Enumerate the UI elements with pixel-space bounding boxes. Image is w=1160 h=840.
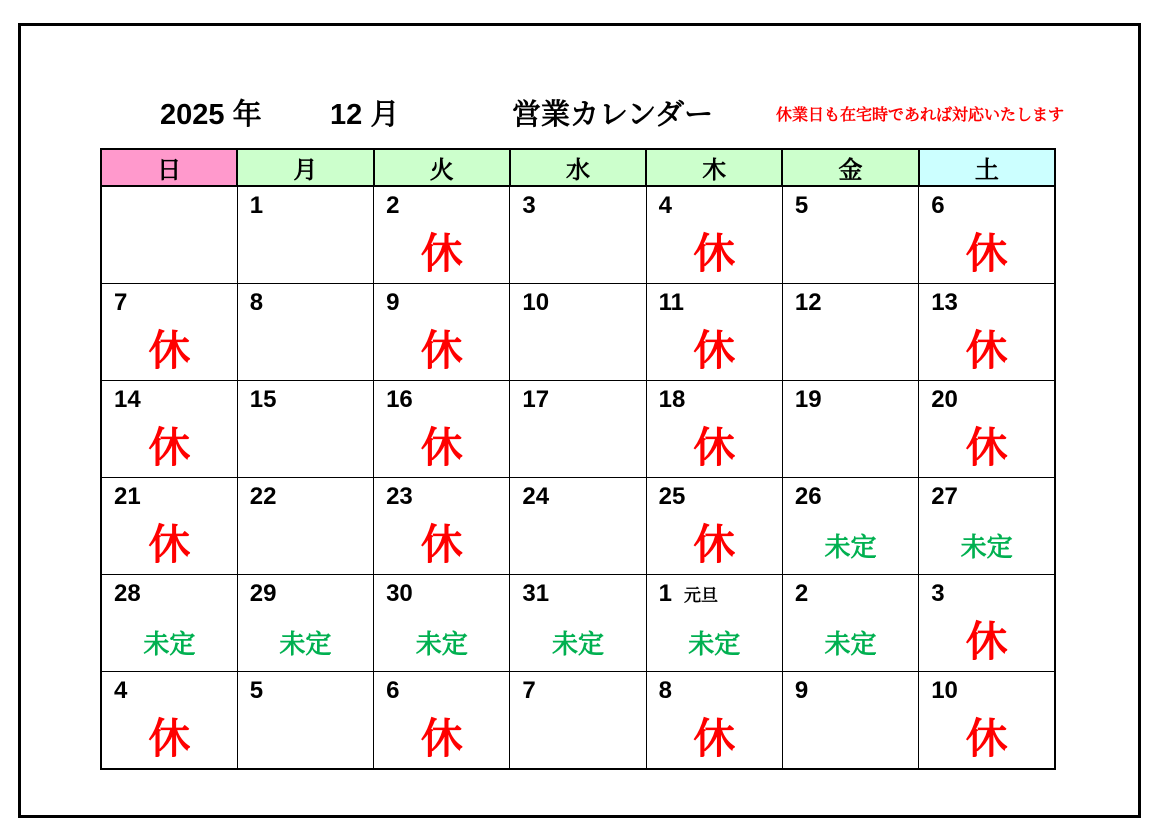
day-cell xyxy=(510,284,646,381)
day-number: 1 xyxy=(249,192,264,219)
day-cell xyxy=(919,381,1055,478)
day-cell xyxy=(646,381,782,478)
closed-mark: 休 xyxy=(965,327,1008,374)
closed-mark: 休 xyxy=(693,230,736,277)
day-number: 29 xyxy=(249,580,277,607)
title-month: 12 月 xyxy=(330,99,400,131)
day-number: 16 xyxy=(386,386,413,413)
day-number: 2 xyxy=(794,580,809,607)
day-cell xyxy=(510,672,646,770)
day-number: 23 xyxy=(386,483,413,510)
day-number: 3 xyxy=(931,580,945,607)
closed-mark: 休 xyxy=(148,521,191,568)
tbd-mark: 未定 xyxy=(960,532,1013,562)
closed-mark: 休 xyxy=(965,230,1008,277)
day-cell xyxy=(919,284,1055,381)
day-cell xyxy=(510,478,646,575)
closed-mark: 休 xyxy=(148,715,191,762)
day-number: 30 xyxy=(386,580,413,607)
day-cell xyxy=(510,381,646,478)
day-cell xyxy=(782,575,918,672)
calendar-body xyxy=(101,186,1055,769)
day-number: 12 xyxy=(794,289,822,316)
day-cell xyxy=(919,478,1055,575)
weekday-header-2: 火 xyxy=(374,149,510,186)
closed-mark: 休 xyxy=(420,327,463,374)
day-number: 2 xyxy=(386,192,400,219)
closed-mark: 休 xyxy=(420,715,463,762)
day-cell xyxy=(101,575,237,672)
day-number: 3 xyxy=(522,192,536,219)
day-number: 11 xyxy=(658,289,684,316)
closed-mark: 休 xyxy=(420,521,463,568)
week-row-0 xyxy=(101,186,1055,284)
closed-mark: 休 xyxy=(965,424,1008,471)
day-number: 10 xyxy=(931,677,958,704)
day-number: 6 xyxy=(931,192,945,219)
title-label: 営業カレンダー xyxy=(512,99,714,131)
day-cell xyxy=(374,478,510,575)
day-number: 7 xyxy=(522,677,536,704)
day-cell xyxy=(919,672,1055,770)
day-cell xyxy=(101,381,237,478)
day-cell xyxy=(782,672,918,770)
closed-mark: 休 xyxy=(965,618,1008,665)
day-cell xyxy=(782,186,918,284)
day-cell xyxy=(646,186,782,284)
day-number: 9 xyxy=(386,289,400,316)
day-number: 26 xyxy=(794,483,822,510)
day-number: 31 xyxy=(522,580,550,607)
week-row-4 xyxy=(101,575,1055,672)
day-cell xyxy=(237,478,373,575)
day-number: 22 xyxy=(249,483,277,510)
day-number: 15 xyxy=(249,386,277,413)
day-cell xyxy=(646,672,782,770)
availability-note: 休業日も在宅時であれば対応いたします xyxy=(776,107,1065,124)
tbd-mark: 未定 xyxy=(688,629,741,659)
day-cell xyxy=(782,381,918,478)
closed-mark: 休 xyxy=(965,715,1008,762)
day-number: 18 xyxy=(658,386,686,413)
calendar-table xyxy=(100,148,1056,770)
day-number: 17 xyxy=(522,386,550,413)
day-number: 5 xyxy=(249,677,264,704)
day-number: 9 xyxy=(794,677,809,704)
day-number: 4 xyxy=(658,192,672,219)
day-number: 27 xyxy=(931,483,958,510)
day-cell xyxy=(919,186,1055,284)
tbd-mark: 未定 xyxy=(551,629,604,659)
tbd-mark: 未定 xyxy=(824,532,877,562)
day-number: 14 xyxy=(114,386,141,413)
weekday-header-0: 日 xyxy=(101,149,237,186)
tbd-mark: 未定 xyxy=(824,629,877,659)
week-row-2 xyxy=(101,381,1055,478)
day-number: 20 xyxy=(931,386,958,413)
day-cell xyxy=(374,575,510,672)
weekday-header-6: 土 xyxy=(919,149,1055,186)
day-number: 21 xyxy=(114,483,141,510)
day-cell xyxy=(101,672,237,770)
day-cell xyxy=(237,186,373,284)
day-number: 13 xyxy=(931,289,958,316)
closed-mark: 休 xyxy=(420,424,463,471)
week-row-3 xyxy=(101,478,1055,575)
title-year: 2025 年 xyxy=(160,99,262,131)
day-number: 1 元旦 xyxy=(658,580,718,607)
day-cell xyxy=(101,284,237,381)
closed-mark: 休 xyxy=(420,230,463,277)
day-number: 8 xyxy=(658,677,672,704)
closed-mark: 休 xyxy=(693,715,736,762)
weekday-header-1: 月 xyxy=(237,149,373,186)
week-row-1 xyxy=(101,284,1055,381)
day-cell xyxy=(510,186,646,284)
closed-mark: 休 xyxy=(693,521,736,568)
day-cell xyxy=(237,575,373,672)
day-number: 10 xyxy=(522,289,550,316)
closed-mark: 休 xyxy=(693,424,736,471)
weekday-row xyxy=(101,149,1055,186)
day-number: 25 xyxy=(658,483,686,510)
day-number: 6 xyxy=(386,677,400,704)
day-cell xyxy=(646,575,782,672)
day-cell xyxy=(646,284,782,381)
day-cell xyxy=(374,186,510,284)
weekday-header-4: 木 xyxy=(646,149,782,186)
day-cell xyxy=(374,672,510,770)
day-cell xyxy=(374,381,510,478)
calendar-title-row xyxy=(0,92,1160,131)
tbd-mark: 未定 xyxy=(415,629,468,659)
day-number: 5 xyxy=(794,192,809,219)
day-number: 7 xyxy=(114,289,128,316)
day-cell xyxy=(374,284,510,381)
day-cell xyxy=(237,284,373,381)
day-number: 4 xyxy=(114,677,128,704)
day-cell xyxy=(237,672,373,770)
day-number: 28 xyxy=(114,580,141,607)
day-cell xyxy=(237,381,373,478)
day-number: 19 xyxy=(794,386,822,413)
day-number: 8 xyxy=(249,289,264,316)
weekday-header-3: 水 xyxy=(510,149,646,186)
day-cell xyxy=(101,186,237,284)
closed-mark: 休 xyxy=(693,327,736,374)
day-cell xyxy=(782,284,918,381)
tbd-mark: 未定 xyxy=(279,629,332,659)
day-cell xyxy=(101,478,237,575)
weekday-header-5: 金 xyxy=(782,149,918,186)
day-cell xyxy=(782,478,918,575)
week-row-5 xyxy=(101,672,1055,770)
day-cell xyxy=(510,575,646,672)
tbd-mark: 未定 xyxy=(143,629,196,659)
day-cell xyxy=(919,575,1055,672)
closed-mark: 休 xyxy=(148,327,191,374)
day-number: 24 xyxy=(522,483,550,510)
day-note: 元旦 xyxy=(683,586,718,605)
closed-mark: 休 xyxy=(148,424,191,471)
day-cell xyxy=(646,478,782,575)
